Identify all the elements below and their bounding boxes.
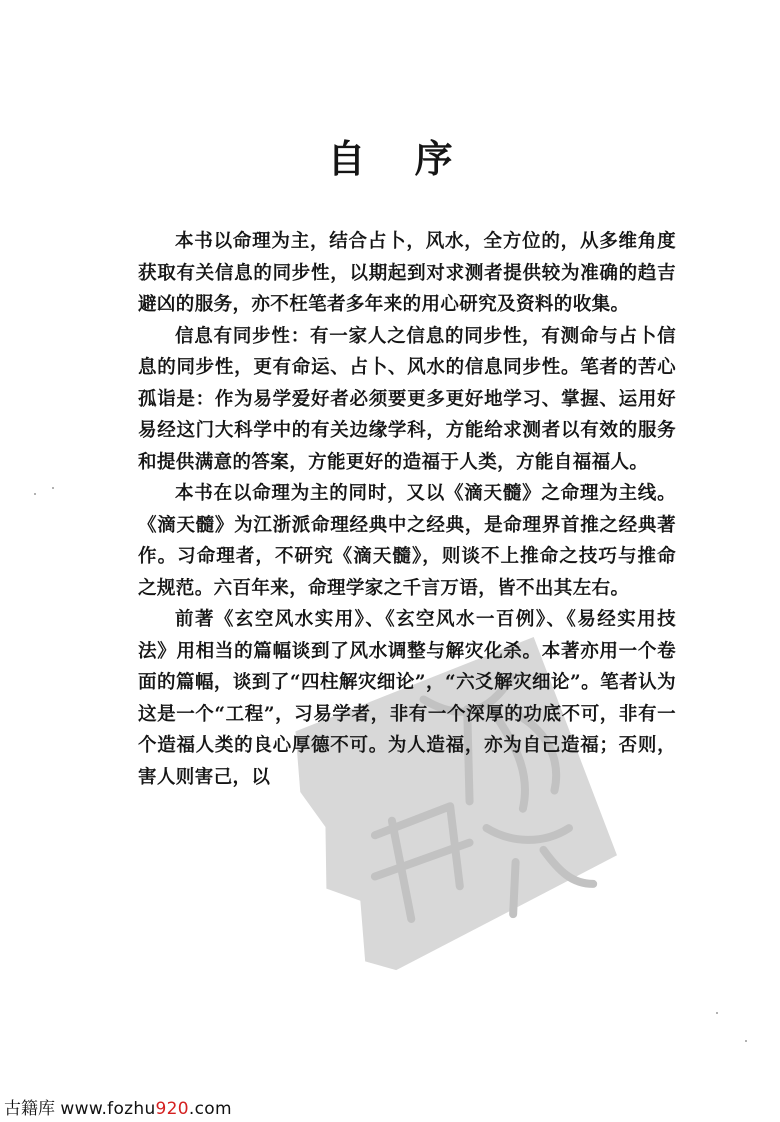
paragraph: 本书以命理为主，结合占卜，风水，全方位的，从多维角度获取有关信息的同步性，以期起到对求测者提供较为准确的趋吉避凶的服务，亦不枉笔者多年来的用心研究及资料的收集。 [138,231,676,315]
footer-watermark [4,1094,232,1119]
scan-speck [716,1012,718,1014]
footer-url[interactable]: www.fozhu920.com [60,1099,232,1119]
scan-speck [52,487,54,489]
paragraph: 信息有同步性：有一家人之信息的同步性，有测命与占卜信息的同步性，更有命运、占卜、风水的信息同步性。笔者的苦心孤诣是：作为易学爱好者必须要更多更好地学习、掌握、运用好易经这门大科学中的有关边缘学科，方能给求测者以有效的服务和提供满意的答案，方能更好的造福于人类，方能自福福人。 [138,325,676,473]
scan-speck [34,493,36,495]
paragraph: 前著《玄空风水实用》、《玄空风水一百例》、《易经实用技法》用相当的篇幅谈到了风水调整与解灾化杀。本著亦用一个卷面的篇幅，谈到了“四柱解灾细论”，“六爻解灾细论”。笔者认为这是一个“工程”，习易学者，非有一个深厚的功底不可，非有一个造福人类的良心厚德不可。为人造福，亦为自己造福；否则，害人则害己，以 [138,609,676,788]
footer-site-name: 古籍库 [4,1099,55,1119]
scan-speck [745,1040,747,1042]
paragraph: 本书在以命理为主的同时，又以《滴天髓》之命理为主线。《滴天髓》为江浙派命理经典中之经典，是命理界首推之经典著作。习命理者，不研究《滴天髓》，则谈不上推命之技巧与推命之规范。六百年来，命理学家之千言万语，皆不出其左右。 [138,483,676,599]
footer-url-accent: 920 [155,1099,189,1119]
body-text [138,226,676,793]
page-title: 自 序 [327,137,471,181]
